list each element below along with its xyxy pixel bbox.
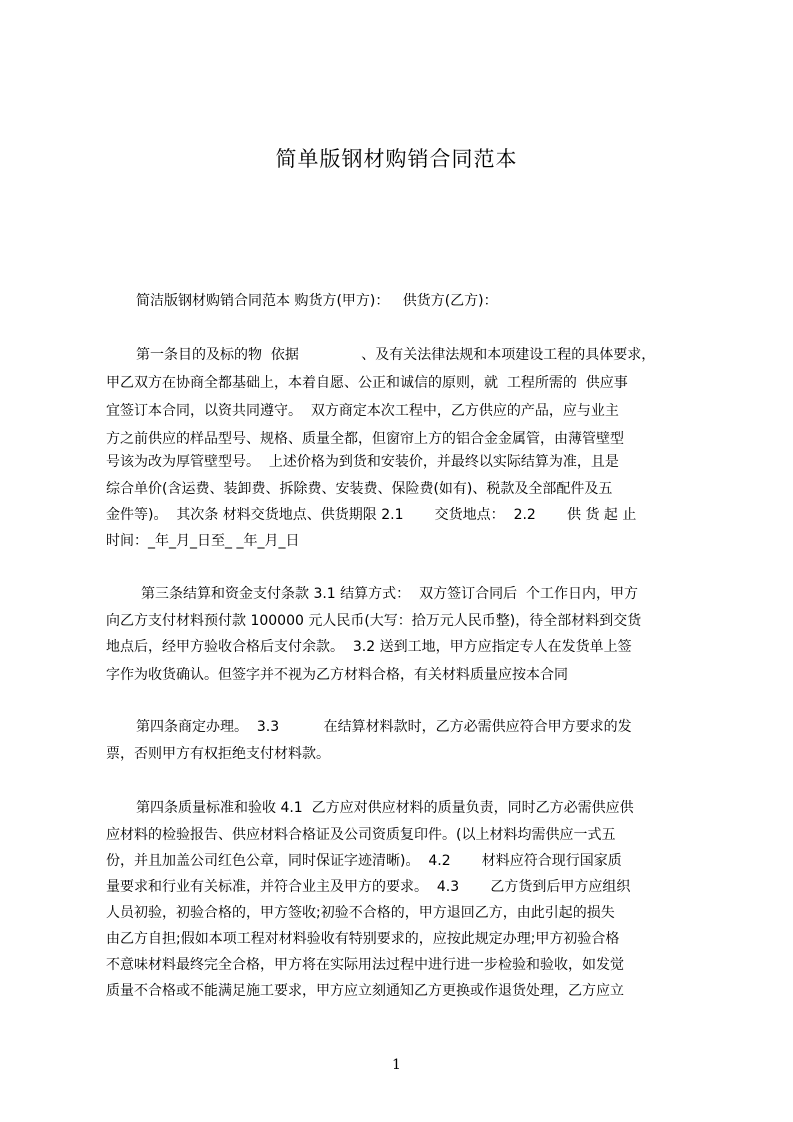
paragraph-line: 方之前供应的样品型号、规格、质量全都，但窗帘上方的铝合金金属管，由薄管壁型 <box>106 431 624 447</box>
paragraph-line: 不意味材料最终完全合格，甲方将在实际用法过程中进行进一步检验和验收，如发觉 <box>106 957 624 973</box>
paragraph-line: 人员初验，初验合格的，甲方签收;初验不合格的，甲方退回乙方，由此引起的损失 <box>106 905 615 921</box>
paragraph-line: 第三条结算和资金支付条款 3.1 结算方式： 双方签订合同后 个工作日内，甲方 <box>141 586 638 602</box>
paragraph-line: 第四条商定办理。 3.3 在结算材料款时，乙方必需供应符合甲方要求的发 <box>136 719 632 735</box>
paragraph-line: 字作为收货确认。但签字并不视为乙方材料合格，有关材料质量应按本合同 <box>106 667 568 683</box>
paragraph-line: 地点后，经甲方验收合格后支付余款。 3.2 送到工地，甲方应指定专人在发货单上签 <box>106 639 632 655</box>
page-number: 1 <box>392 1057 401 1073</box>
page-title: 简单版钢材购销合同范本 <box>275 147 518 171</box>
paragraph-line: 金件等)。 其次条 材料交货地点、供货期限 2.1 交货地点： 2.2 供 货 起 止 <box>106 507 637 523</box>
paragraph-line: 宜签订本合同，以资共同遵守。 双方商定本次工程中，乙方供应的产品，应与业主 <box>106 403 619 419</box>
paragraph-line: 综合单价(含运费、装卸费、拆除费、安装费、保险费(如有)、税款及全部配件及五 <box>106 481 613 497</box>
paragraph-line: 量要求和行业有关标准，并符合业主及甲方的要求。 4.3 乙方货到后甲方应组织 <box>106 879 631 895</box>
paragraph-line: 质量不合格或不能满足施工要求，甲方应立刻通知乙方更换或作退货处理，乙方应立 <box>106 983 624 999</box>
paragraph-line: 甲乙双方在协商全都基础上，本着自愿、公正和诚信的原则，就 工程所需的 供应事 <box>106 375 628 391</box>
paragraph-line: 份，并且加盖公司红色公章，同时保证字迹清晰)。 4.2 材料应符合现行国家质 <box>106 853 622 869</box>
paragraph-line: 应材料的检验报告、供应材料合格证及公司资质复印件。(以上材料均需供应一式五 <box>106 827 616 843</box>
paragraph-line: 票，否则甲方有权拒绝支付材料款。 <box>106 746 330 762</box>
paragraph-line: 简洁版钢材购销合同范本 购货方(甲方)： 供货方(乙方)： <box>136 293 498 309</box>
paragraph-line: 第一条目的及标的物 依据 、及有关法律法规和本项建设工程的具体要求， <box>136 347 656 363</box>
paragraph-line: 向乙方支付材料预付款 100000 元人民币(大写：拾万元人民币整)，待全部材料到交货 <box>106 613 642 629</box>
paragraph-line: 时间：_年_月_日至_ _年_月_日 <box>106 533 300 549</box>
paragraph-line: 号该为改为厚管壁型号。 上述价格为到货和安装价，并最终以实际结算为准，且是 <box>106 454 619 470</box>
paragraph-line: 由乙方自担;假如本项工程对材料验收有特别要求的，应按此规定办理;甲方初验合格 <box>106 931 620 947</box>
paragraph-line: 第四条质量标准和验收 4.1 乙方应对供应材料的质量负责，同时乙方必需供应供 <box>136 800 634 816</box>
